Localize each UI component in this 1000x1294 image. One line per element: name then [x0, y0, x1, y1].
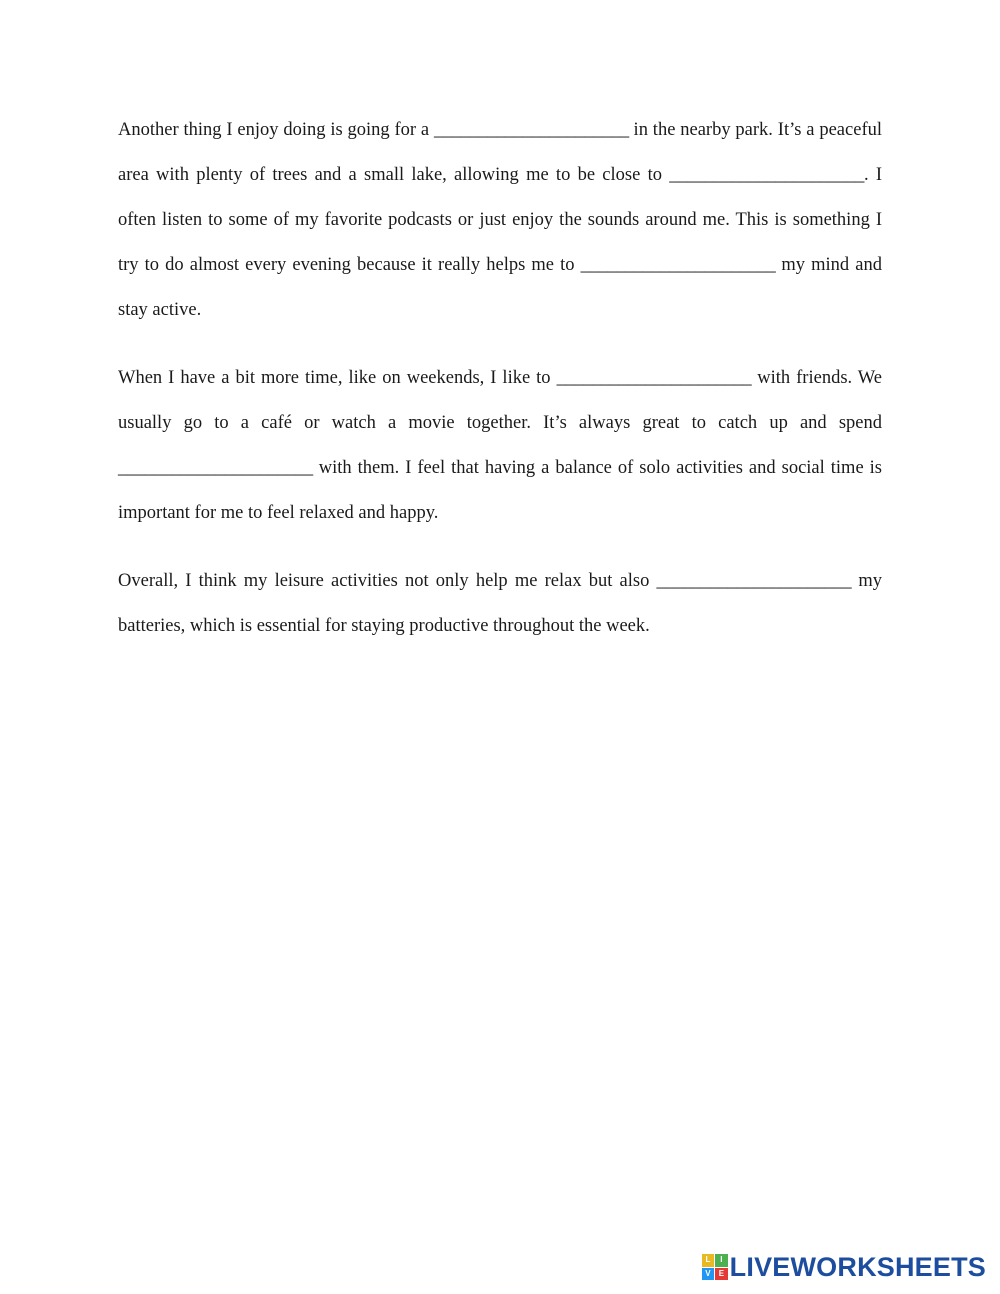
text-segment: my batteries, which is essential for staying productive throughout the week.: [118, 571, 883, 636]
logo-mark-letter: E: [715, 1268, 728, 1281]
text-segment: my mind and stay active.: [118, 255, 882, 320]
paragraph-3: [118, 559, 882, 649]
text-segment: with friends. We usually go to a café or watch a movie together. It’s always great to catch up and spend: [118, 368, 882, 433]
worksheet-page: [118, 108, 882, 672]
logo-mark-letter: L: [702, 1254, 715, 1267]
answer-blank-4[interactable]: ______________________: [556, 368, 752, 388]
answer-blank-6[interactable]: ______________________: [656, 571, 852, 591]
text-segment: Another thing I enjoy doing is going for a: [118, 120, 434, 140]
logo-mark-letter: I: [715, 1254, 728, 1267]
paragraph-1: [118, 108, 882, 333]
paragraph-2: [118, 356, 882, 536]
logo-text: LIVEWORKSHEETS: [729, 1251, 986, 1282]
text-segment: When I have a bit more time, like on weekends, I like to: [118, 368, 557, 388]
answer-blank-2[interactable]: ______________________: [669, 165, 864, 185]
logo-mark-letter: V: [702, 1268, 715, 1281]
logo-mark-icon: [702, 1254, 728, 1280]
text-segment: Overall, I think my leisure activities not only help me relax but also: [118, 571, 657, 591]
liveworksheets-logo: [702, 1252, 986, 1282]
text-segment: with them. I feel that having a balance of solo activities and social time is important for me to feel relaxed and happy.: [118, 458, 882, 523]
answer-blank-5[interactable]: ______________________: [118, 458, 313, 478]
answer-blank-1[interactable]: ______________________: [434, 120, 629, 140]
answer-blank-3[interactable]: ______________________: [580, 255, 776, 275]
text-segment: . I often listen to some of my favorite podcasts or just enjoy the sounds around me. This is something I try to do almost every evening because it really helps me to: [118, 165, 882, 275]
text-segment: in the nearby park. It’s a peaceful area with plenty of trees and a small lake, allowing me to be close to: [118, 120, 882, 185]
